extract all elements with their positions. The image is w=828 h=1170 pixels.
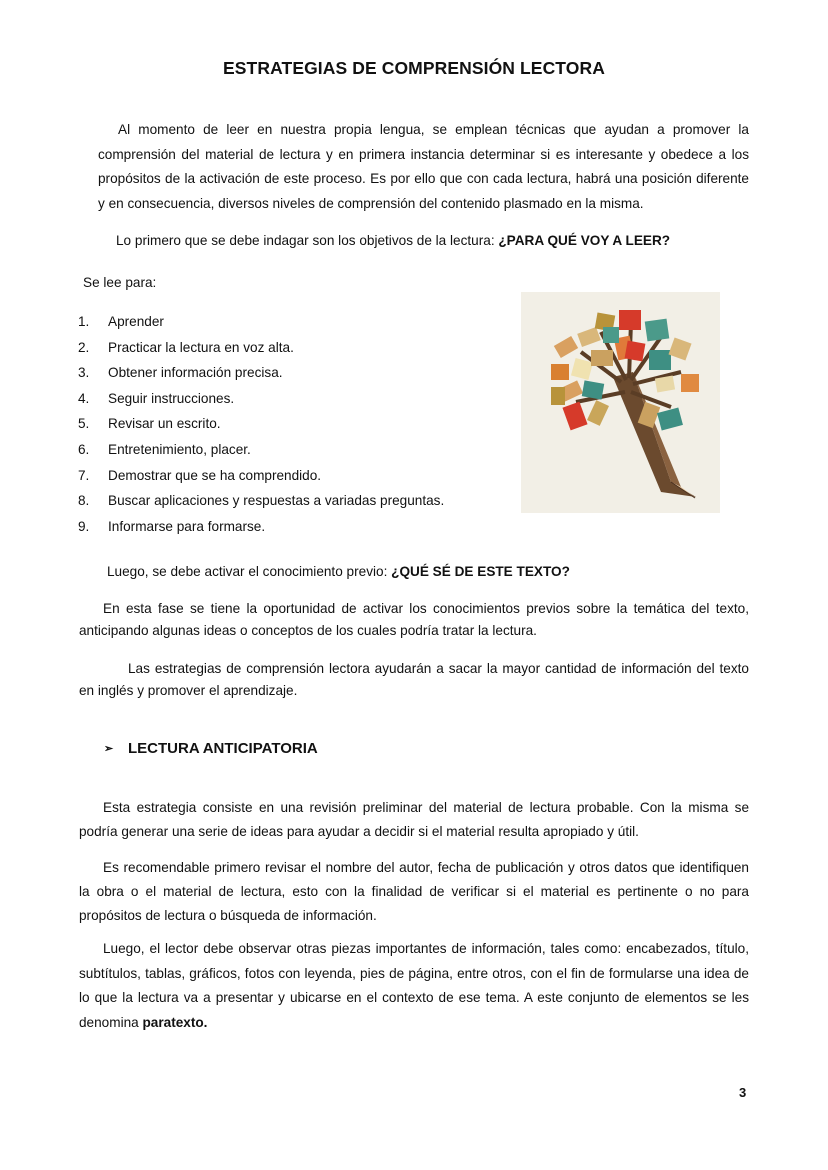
section-heading-text: LECTURA ANTICIPATORIA (128, 740, 318, 757)
list-item: 1. Aprender (78, 314, 164, 329)
list-item: 3. Obtener información precisa. (78, 365, 283, 381)
section-heading (104, 740, 318, 757)
question-paragraph-1 (116, 229, 756, 253)
paratext-paragraph (79, 937, 749, 1035)
list-item: 6. Entretenimiento, placer. (78, 441, 251, 457)
page-number: 3 (739, 1085, 747, 1100)
question-2-emphasis: ¿QUÉ SÉ DE ESTE TEXTO? (391, 564, 570, 579)
strategies-paragraph: Las estrategias de comprensión lectora ayudarán a sacar la mayor cantidad de información del texto en inglés y promover el aprendizaje. (79, 661, 749, 698)
list-item: 8. Buscar aplicaciones y respuestas a variadas preguntas. (78, 493, 445, 509)
list-item: 4. Seguir instrucciones. (78, 390, 235, 406)
intro-paragraph: Al momento de leer en nuestra propia lengua, se emplean técnicas que ayudan a promover la comprensión del material de lectura y en primera instancia determinar si es interesante y obedece a los propósitos de la activación de este proceso. Es por ello que con cada lectura, habrá una posición diferente y en consecuencia, diversos niveles de comprensión del contenido plasmado en la misma. (98, 122, 749, 211)
book-tree-pencil-illustration (521, 292, 720, 513)
question-paragraph-2 (107, 560, 747, 584)
question-1-emphasis: ¿PARA QUÉ VOY A LEER? (498, 233, 671, 248)
list-item: 2. Practicar la lectura en voz alta. (78, 339, 294, 355)
reading-purposes-list (78, 309, 498, 539)
strategy-paragraph: Esta estrategia consiste en una revisión preliminar del material de lectura probable. Con la misma se podría generar una serie de ideas para ayudar a decidir si el material resulta apropiado y útil. (79, 800, 749, 839)
se-lee-para-label: Se lee para: (83, 275, 157, 290)
list-item: 5. Revisar un escrito. (78, 416, 221, 432)
question-1-lead: Lo primero que se debe indagar son los objetivos de la lectura: (116, 233, 499, 248)
question-2-lead: Luego, se debe activar el conocimiento previo: (107, 564, 392, 579)
paratext-emphasis: paratexto. (142, 1014, 208, 1030)
paratext-lead: Luego, el lector debe observar otras piezas importantes de información, tales como: encabezados, título, subtítulos, tablas, gráficos, fotos con leyenda, pies de página, entre otros, con el fin de formularse una idea de lo que la lectura va a presentar y ubicarse en el contexto de ese tema. A este conjunto de elementos se les denomina (79, 941, 749, 1030)
arrow-bullet-icon: ➢ (104, 743, 114, 755)
activation-paragraph: En esta fase se tiene la oportunidad de activar los conocimientos previos sobre la temática del texto, anticipando algunas ideas o conceptos de los cuales podría tratar la lectura. (79, 601, 749, 638)
page-title: ESTRATEGIAS DE COMPRENSIÓN LECTORA (223, 58, 605, 78)
recommendation-paragraph: Es recomendable primero revisar el nombre del autor, fecha de publicación y otros datos que identifiquen la obra o el material de lectura, esto con la finalidad de verificar si el material es pertinente o no para propósitos de lectura o búsqueda de información. (79, 860, 749, 923)
list-item: 7. Demostrar que se ha comprendido. (78, 467, 322, 483)
list-item: 9. Informarse para formarse. (78, 518, 266, 534)
